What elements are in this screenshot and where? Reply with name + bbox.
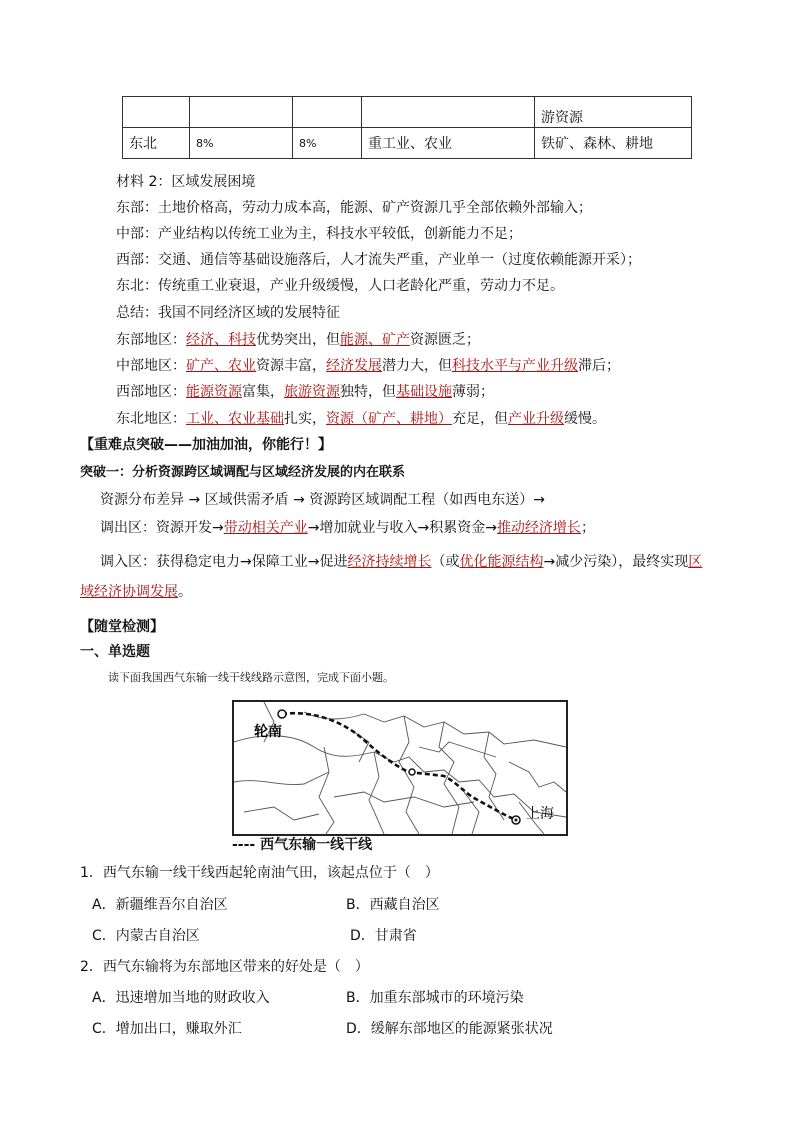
material-east: 东部：土地价格高，劳动力成本高，能源、矿产资源几乎全部依赖外部输入； xyxy=(116,200,592,216)
answer-blank: 优化能源结构 xyxy=(459,554,544,570)
map-graphic xyxy=(234,702,566,834)
table-cell: 铁矿、森林、耕地 xyxy=(535,128,692,159)
answer-blank: 资源（矿产、耕地） xyxy=(326,411,452,427)
option-d[interactable]: D．缓解东部地区的能源紧张状况 xyxy=(346,1021,553,1037)
test-heading: 【随堂检测】 xyxy=(80,619,164,635)
pipeline-map xyxy=(232,700,568,836)
answer-blank: 经济持续增长 xyxy=(347,554,432,570)
summary-west: 西部地区：能源资源富集，旅游资源独特，但基础设施薄弱； xyxy=(116,384,494,400)
summary-northeast: 东北地区：工业、农业基础扎实，资源（矿产、耕地）充足，但产业升级缓慢。 xyxy=(116,411,606,427)
option-c[interactable]: C．增加出口，赚取外汇 xyxy=(92,1021,242,1037)
table-cell: 东北 xyxy=(123,128,190,159)
answer-blank: 旅游资源 xyxy=(284,384,340,400)
answer-blank: 工业、农业基础 xyxy=(186,411,284,427)
pipeline-route xyxy=(282,713,516,820)
map-label-end: 上海 xyxy=(526,806,554,822)
table-cell xyxy=(190,97,293,128)
option-b[interactable]: B．西藏自治区 xyxy=(346,897,440,913)
answer-blank: 带动相关产业 xyxy=(223,520,308,536)
summary-east: 东部地区：经济、科技优势突出，但能源、矿产资源匮乏； xyxy=(116,332,480,348)
table-row xyxy=(123,128,692,159)
start-point-icon xyxy=(278,710,286,718)
answer-blank: 经济发展 xyxy=(326,358,382,374)
answer-blank: 能源资源 xyxy=(186,384,242,400)
question-stem: 2．西气东输将为东部地区带来的好处是（ ） xyxy=(80,959,369,975)
option-a[interactable]: A．迅速增加当地的财政收入 xyxy=(92,990,270,1006)
option-b[interactable]: B．加重东部城市的环境污染 xyxy=(346,990,524,1006)
answer-blank: 区 xyxy=(688,554,703,570)
table-cell: 8% xyxy=(190,128,293,159)
table-cell: 游资源 xyxy=(535,97,692,128)
map-legend: ---- 西气东输一线干线 xyxy=(232,837,373,853)
material-title: 材料 2：区域发展困境 xyxy=(116,174,256,190)
section-label: 一、单选题 xyxy=(80,644,150,660)
option-c[interactable]: C．内蒙古自治区 xyxy=(92,928,200,944)
answer-blank: 基础设施 xyxy=(396,384,452,400)
table-cell: 重工业、农业 xyxy=(362,128,535,159)
answer-blank: 矿产、农业 xyxy=(186,358,256,374)
material-northeast: 东北：传统重工业衰退，产业升级缓慢，人口老龄化严重，劳动力不足。 xyxy=(116,278,564,294)
province-borders xyxy=(234,702,566,834)
table-row xyxy=(123,97,692,128)
section-heading: 【重难点突破——加油加油，你能行！】 xyxy=(80,437,332,453)
material-west: 西部：交通、通信等基础设施落后，人才流失严重，产业单一（过度依赖能源开采）； xyxy=(116,252,641,268)
option-a[interactable]: A．新疆维吾尔自治区 xyxy=(92,897,228,913)
summary-title: 总结：我国不同经济区域的发展特征 xyxy=(116,305,340,321)
material-central: 中部：产业结构以传统工业为主，科技水平较低，创新能力不足； xyxy=(116,226,522,242)
question-intro: 读下面我国西气东输一线干线线路示意图，完成下面小题。 xyxy=(108,671,394,684)
table-cell xyxy=(362,97,535,128)
answer-blank: 经济、科技 xyxy=(186,332,256,348)
answer-blank: 域经济协调发展 xyxy=(80,584,178,600)
table-cell xyxy=(293,97,362,128)
breakthrough-title: 突破一：分析资源跨区域调配与区域经济发展的内在联系 xyxy=(80,465,406,480)
answer-blank: 推动经济增长 xyxy=(496,520,581,536)
answer-blank: 能源、矿产 xyxy=(340,332,410,348)
import-region: 调入区：获得稳定电力→保障工业→促进经济持续增长（或优化能源结构→减少污染），最终实现区 xyxy=(100,554,703,570)
table-cell: 8% xyxy=(293,128,362,159)
region-table xyxy=(122,96,692,159)
map-label-start: 轮南 xyxy=(254,724,282,740)
resource-chain: 资源分布差异 → 区域供需矛盾 → 资源跨区域调配工程（如西电东送）→ xyxy=(100,492,545,508)
option-d[interactable]: D．甘肃省 xyxy=(350,928,417,944)
summary-central: 中部地区：矿产、农业资源丰富，经济发展潜力大，但科技水平与产业升级滞后； xyxy=(116,358,620,374)
answer-blank: 产业升级 xyxy=(508,411,564,427)
junction-icon xyxy=(409,769,415,775)
export-region: 调出区：资源开发→带动相关产业→增加就业与收入→积累资金→推动经济增长； xyxy=(100,520,595,536)
table-cell xyxy=(123,97,190,128)
question-stem: 1．西气东输一线干线西起轮南油气田，该起点位于（ ） xyxy=(80,865,439,881)
answer-blank: 科技水平与产业升级 xyxy=(452,358,578,374)
import-region-cont: 域经济协调发展。 xyxy=(80,584,192,600)
